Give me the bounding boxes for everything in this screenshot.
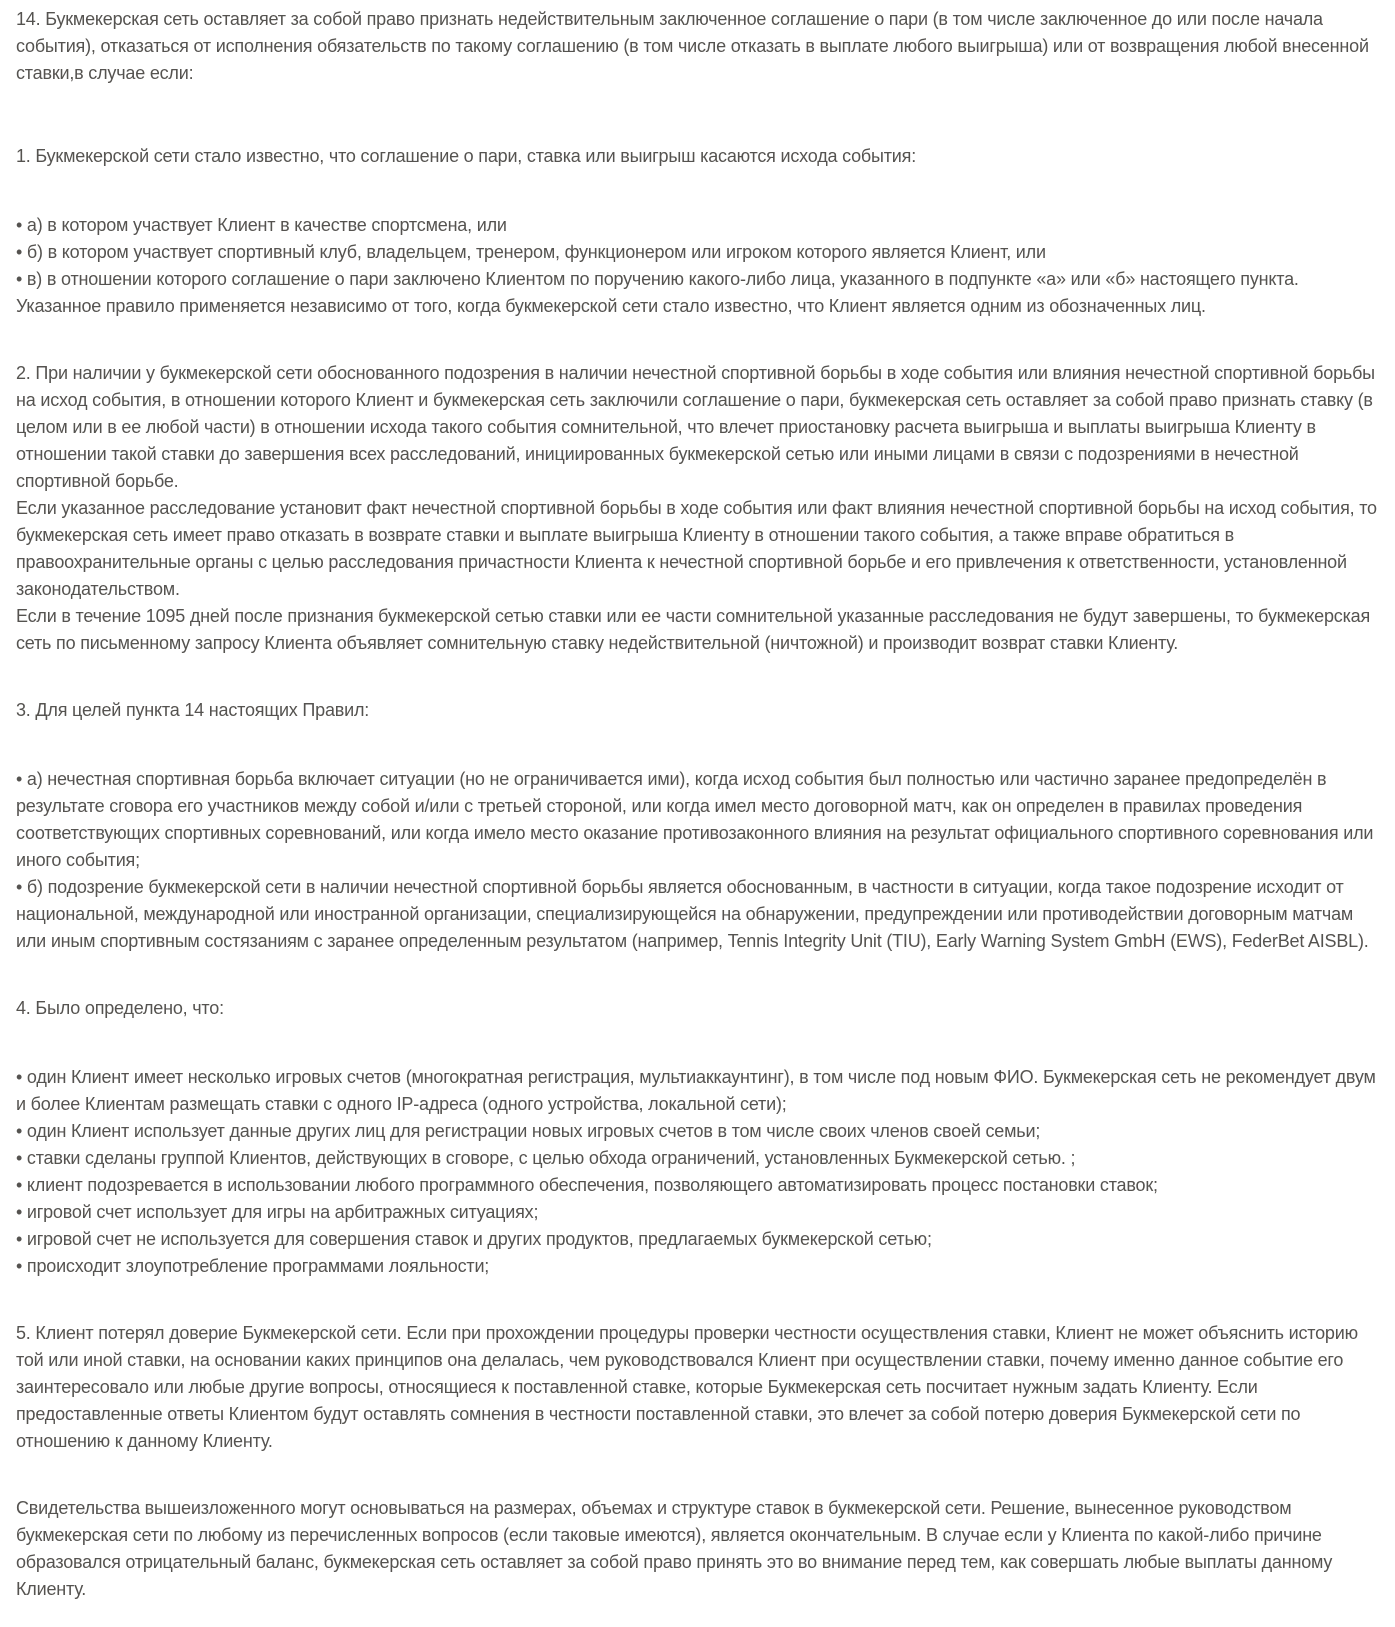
clause-3-item-b: • б) подозрение букмекерской сети в наличии нечестной спортивной борьбы является обоснованным, в частности в ситуации, когда такое подозрение исходит от национальной, международной или иностранной организации, специализирующейся на обнаружении, предупреждении или противодействии договорным матчам или иным спортивным состязаниям с заранее определенным результатом (например, Tennis Integrity Unit (TIU), Early Warning System GmbH (EWS), FederBet AISBL). [16,877,1369,951]
clause-4-heading: 4. Было определено, что: [16,998,224,1018]
clause-1-list [16,212,1379,320]
clause-4-item: • один Клиент имеет несколько игровых счетов (многократная регистрация, мультиаккаунтинг), в том числе под новым ФИО. Букмекерская сеть не рекомендует двум и более Клиентам размещать ставки с одного IP-адреса (одного устройства, локальной сети); [16,1067,1376,1114]
clause-3-list [16,766,1379,955]
clause-1-heading: 1. Букмекерской сети стало известно, что соглашение о пари, ставка или выигрыш касаются исхода события: [16,146,917,166]
clause-3-item-a: • а) нечестная спортивная борьба включает ситуации (но не ограничивается ими), когда исход события был полностью или частично заранее предопределён в результате сговора его участников между собой и/или с третьей стороной, или когда имел место договорной матч, как он определен в правилах проведения соответствующих спортивных соревнований, или когда имело место оказание противозаконного влияния на результат официального спортивного соревнования или иного события; [16,769,1374,870]
clause-4-item: • игровой счет использует для игры на арбитражных ситуациях; [16,1202,539,1222]
closing-paragraph: Свидетельства вышеизложенного могут основываться на размерах, объемах и структуре ставок в букмекерской сети. Решение, вынесенное руководством букмекерская сети по любому из перечисленных вопросов (если таковые имеются), является окончательным. В случае если у Клиента по какой-либо причине образовался отрицательный баланс, букмекерская сеть оставляет за собой право принять это во внимание перед тем, как совершать любые выплаты данному Клиенту. [16,1498,1333,1599]
clause-3-heading: 3. Для целей пункта 14 настоящих Правил: [16,700,370,720]
clause-2-paragraph: Если в течение 1095 дней после признания букмекерской сетью ставки или ее части сомнительной указанные расследования не будут завершены, то букмекерская сеть по письменному запросу Клиента объявляет сомнительную ставку недействительной (ничтожной) и производит возврат ставки Клиенту. [16,606,1371,653]
clause-4-list [16,1064,1379,1280]
clause-1-item-a: • а) в котором участвует Клиент в качестве спортсмена, или [16,215,507,235]
clause-1-item-b: • б) в котором участвует спортивный клуб, владельцем, тренером, функционером или игроком которого является Клиент, или [16,242,1046,262]
clause-14-intro: 14. Букмекерская сеть оставляет за собой право признать недействительным заключенное соглашение о пари (в том числе заключенное до или после начала события), отказаться от исполнения обязательств по такому соглашению (в том числе отказать в выплате любого выигрыша) или от возвращения любой внесенной ставки,в случае если: [16,9,1369,83]
clause-5-paragraph: 5. Клиент потерял доверие Букмекерской сети. Если при прохождении процедуры проверки честности осуществления ставки, Клиент не может объяснить историю той или иной ставки, на основании каких принципов она делалась, чем руководствовался Клиент при осуществлении ставки, почему именно данное событие его заинтересовало или любые другие вопросы, относящиеся к поставленной ставке, которые Букмекерская сеть посчитает нужным задать Клиенту. Если предоставленные ответы Клиентом будут оставлять сомнения в честности поставленной ставки, это влечет за собой потерю доверия Букмекерской сети по отношению к данному Клиенту. [16,1323,1358,1451]
clause-4-item: • игровой счет не используется для совершения ставок и других продуктов, предлагаемых букмекерской сетью; [16,1229,932,1249]
clause-4-item: • один Клиент использует данные других лиц для регистрации новых игровых счетов в том числе своих членов своей семьи; [16,1121,1041,1141]
clause-1-note: Указанное правило применяется независимо от того, когда букмекерской сети стало известно, что Клиент является одним из обозначенных лиц. [16,296,1206,316]
clause-4-item: • клиент подозревается в использовании любого программного обеспечения, позволяющего автоматизировать процесс постановки ставок; [16,1175,1158,1195]
clause-2-paragraph: 2. При наличии у букмекерской сети обоснованного подозрения в наличии нечестной спортивной борьбы в ходе события или влияния нечестной спортивной борьбы на исход события, в отношении которого Клиент и букмекерская сеть заключили соглашение о пари, букмекерская сеть оставляет за собой право признать ставку (в целом или в ее любой части) в отношении исхода такого события сомнительной, что влечет приостановку расчета выигрыша и выплаты выигрыша Клиенту в отношении такой ставки до завершения всех расследований, инициированных букмекерской сетью или иными лицами в связи с подозрениями в нечестной спортивной борьбе. [16,363,1375,491]
clause-1-item-v: • в) в отношении которого соглашение о пари заключено Клиентом по поручению какого-либо лица, указанного в подпункте «а» или «б» настоящего пункта. [16,269,1299,289]
clause-2-paragraph: Если указанное расследование установит факт нечестной спортивной борьбы в ходе события или факт влияния нечестной спортивной борьбы на исход события, то букмекерская сеть имеет право отказать в возврате ставки и выплате выигрыша Клиенту в отношении такого события, а также вправе обратиться в правоохранительные органы с целью расследования причастности Клиента к нечестной спортивной борьбе и его привлечения к ответственности, установленной законодательством. [16,498,1377,599]
clause-2 [16,360,1379,657]
clause-4-item: • ставки сделаны группой Клиентов, действующих в сговоре, с целью обхода ограничений, установленных Букмекерской сетью. ; [16,1148,1076,1168]
clause-4-item: • происходит злоупотребление программами лояльности; [16,1256,490,1276]
